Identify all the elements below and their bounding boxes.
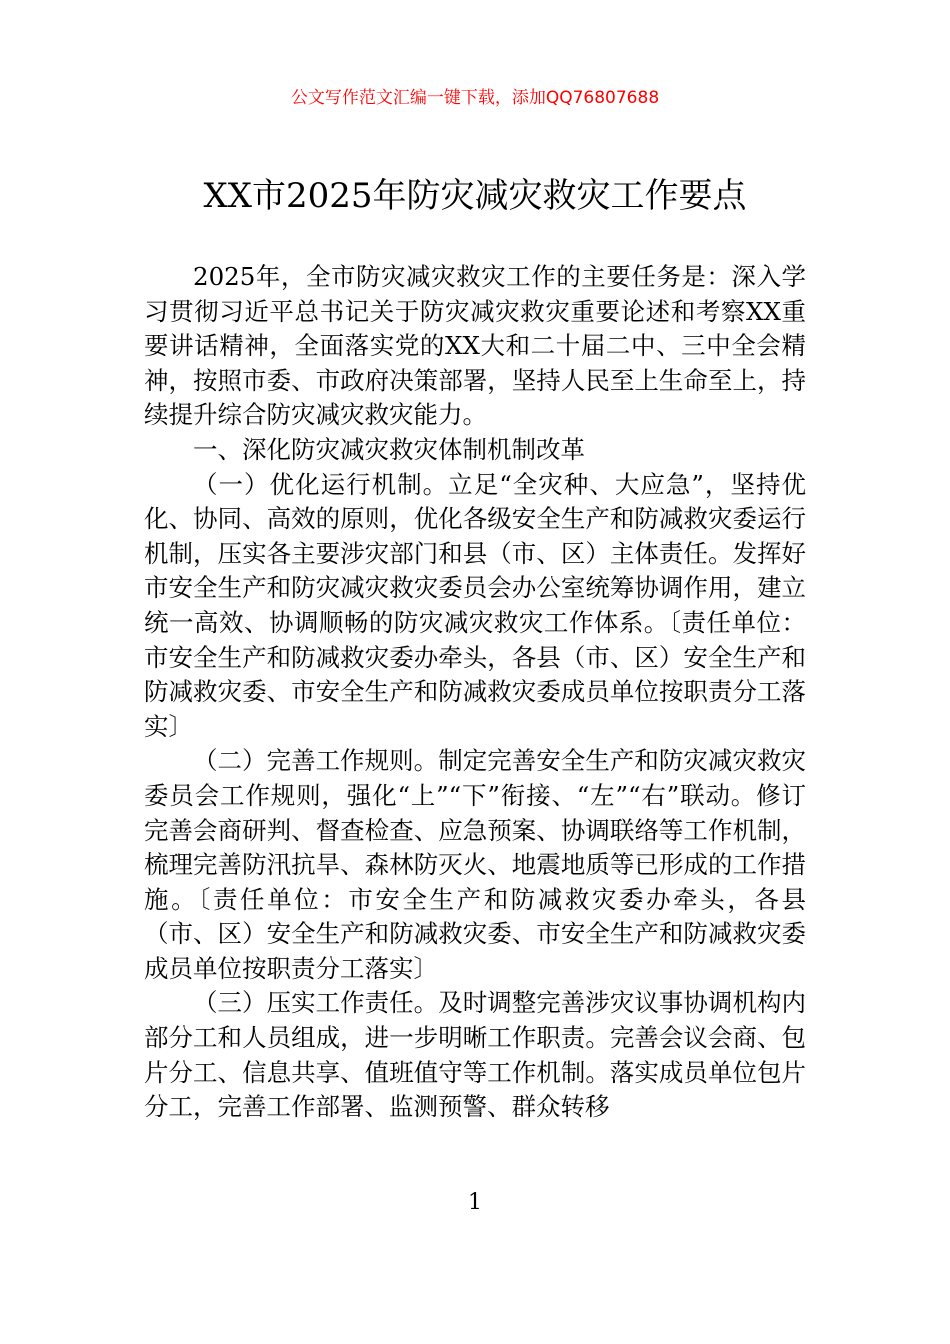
page-number: 1 — [468, 1190, 482, 1215]
document-body — [144, 260, 806, 1125]
section-heading: 一、深化防灾减灾救灾体制机制改革 — [193, 434, 585, 464]
section-paragraph-3: （三）压实工作责任。及时调整完善涉灾议事协调机构内部分工和人员组成，进一步明晰工作职责。完善会议会商、包片分工、信息共享、值班值守等工作机制。落实成员单位包片分工，完善工作部署、监测预警、群众转移 — [144, 988, 806, 1122]
page-title: XX市2025年防灾减灾救灾工作要点 — [203, 176, 747, 216]
section-paragraph-1: （一）优化运行机制。立足“全灾种、大应急”，坚持优化、协同、高效的原则，优化各级安全生产和防减救灾委运行机制，压实各主要涉灾部门和县（市、区）主体责任。发挥好市安全生产和防灾减灾救灾委员会办公室统筹协调作用，建立统一高效、协调顺畅的防灾减灾救灾工作体系。〔责任单位：市安全生产和防减救灾委办牵头，各县（市、区）安全生产和防减救灾委、市安全生产和防减救灾委成员单位按职责分工落实〕 — [144, 469, 806, 741]
download-notice: 公文写作范文汇编一键下载，添加QQ76807688 — [290, 88, 660, 108]
section-paragraph-2: （二）完善工作规则。制定完善安全生产和防灾减灾救灾委员会工作规则，强化“上”“下”衔接、“左”“右”联动。修订完善会商研判、督查检查、应急预案、协调联络等工作机制，梳理完善防汛抗旱、森林防灭火、地震地质等已形成的工作措施。〔责任单位：市安全生产和防减救灾委办牵头，各县（市、区）安全生产和防减救灾委、市安全生产和防减救灾委成员单位按职责分工落实〕 — [144, 746, 806, 983]
intro-paragraph: 2025年，全市防灾减灾救灾工作的主要任务是：深入学习贯彻习近平总书记关于防灾减灾救灾重要论述和考察XX重要讲话精神，全面落实党的XX大和二十届二中、三中全会精神，按照市委、市政府决策部署，坚持人民至上生命至上，持续提升综合防灾减灾救灾能力。 — [144, 262, 806, 430]
